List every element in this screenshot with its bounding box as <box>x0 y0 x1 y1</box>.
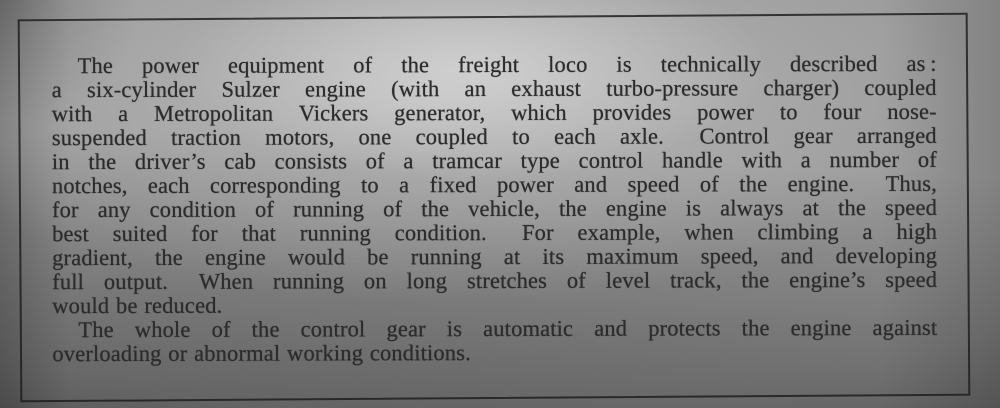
text-line: overloading or abnormal working conditions. <box>52 340 471 367</box>
text-line: with a Metropolitan Vickers generator, which provides power to four nose- <box>51 98 937 127</box>
text-line: in the driver’s cab consists of a tramcar type control handle with a number of <box>51 146 937 175</box>
text-line: best suited for that running condition. For example, when climbing a high <box>52 218 938 247</box>
text-line: notches, each corresponding to a fixed power and speed of the engine. Thus, <box>51 170 937 199</box>
text-line: suspended traction motors, one coupled to each axle. Control gear arranged <box>51 122 937 151</box>
text-line: The power equipment of the freight loco is technically described as : <box>77 50 937 79</box>
paragraph <box>52 316 937 366</box>
paragraph <box>52 52 938 318</box>
text-line: gradient, the engine would be running at its maximum speed, and developing <box>52 242 938 271</box>
text-line: a six-cylinder Sulzer engine (with an exhaust turbo-pressure charger) coupled <box>51 74 937 103</box>
text-line: full output. When running on long stretches of level track, the engine’s speed <box>52 266 938 295</box>
body-text <box>52 52 938 366</box>
text-line: for any condition of running of the vehicle, the engine is always at the speed <box>51 194 938 223</box>
text-line: The whole of the control gear is automatic and protects the engine against <box>78 314 938 343</box>
text-line: would be reduced. <box>52 292 223 319</box>
